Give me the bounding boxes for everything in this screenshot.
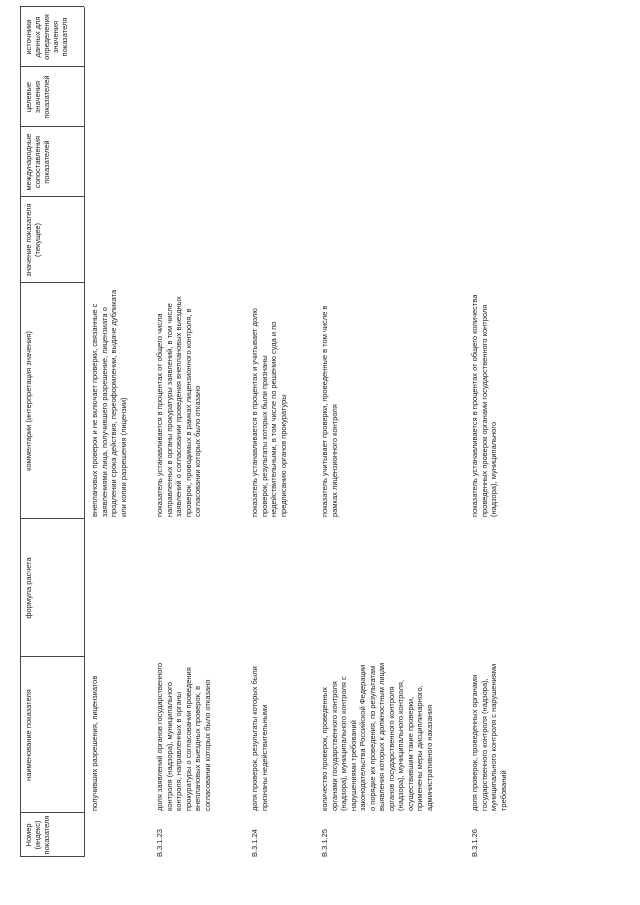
col-border-6 [20,126,84,127]
header-formula: формула расчета [24,557,33,619]
header-source: источники данных для определения значения показателя [24,14,69,60]
row-1-comment: показатель устанавливается в процентах от общего числа направленных в органы прокуратуры заявлений, в том числе заявлений о согласовании проведения внеплановых выездных проверок, проводимых в рамках лицензионного контроля, в согласовании которых было отказано [155,296,202,517]
row-2-num: В.3.1.24 [250,829,259,857]
row-2-comment: показатель устанавливается в процентах и учитывает долю проверок, результаты которых были признаны недействительными, в том числе по решению суда и по предписанию органов прокуратуры [250,308,288,517]
col-border-0 [20,856,84,857]
header-num: Номер (индекс) показателя [24,815,51,855]
row-3-name: количество проверок, проведенных органами государственного контроля (надзора), муниципального контроля с нарушениями требований законодательства Российской Федерации о порядке их проведения, по результатам выявления которых к должностным лицам органов государственного контроля (надзора), муниципального контроля, осуществившим такие проверки, применены меры дисциплинарного, административного наказания [320,662,434,811]
col-border-2 [20,656,84,657]
row-4-name: доля проверок, проведенных органами государственного контроля (надзора), муниципального контроля с нарушениями требований [470,663,508,811]
row-0-comment: внеплановых проверок и не включает проверки, связанные с заявлениями лица, получившего разрешение, лицензиата о продлении срока действия, переоформлении, выдаче дубликата или копии разрешения (лицензии) [90,289,128,517]
header-target: целевые значения показателей [24,75,51,119]
col-border-8 [20,6,84,7]
row-2-name: доля проверок, результаты которых были признаны недействительными [250,666,269,811]
row-3-comment: показатель учитывает проверки, проведенные в том числе в рамках лицензионного контроля [320,305,339,517]
row-4-num: В.3.1.26 [470,829,479,857]
col-border-1 [20,812,84,813]
row-1-num: В.3.1.23 [155,829,164,857]
header-name: наименование показателя [24,689,33,781]
row-3-num: В.3.1.25 [320,829,329,857]
header-intl: международные сопоставления показателей [24,133,51,191]
header-comment: комментарии (интерпретация значения) [24,331,33,471]
row-4-comment: показатель устанавливается в процентах от общего количества проведенных проверок органами государственного контроля (надзора), муниципального [470,294,498,517]
row-1-name: доля заявлений органов государственного контроля (надзора), муниципального контроля, направленных в органы прокуратуры о согласовании проведения внеплановых выездных проверок, в согласовании которых было отказано [155,662,212,811]
header-current: значение показателя (текущее) [24,203,42,277]
indicators-table [20,7,640,857]
table-top-border [20,7,21,857]
col-border-4 [20,282,84,283]
col-border-7 [20,66,84,67]
row-0-name: получивших разрешения, лицензиатов [90,675,99,811]
col-border-3 [20,518,84,519]
col-border-5 [20,196,84,197]
header-bottom-border [84,7,85,857]
